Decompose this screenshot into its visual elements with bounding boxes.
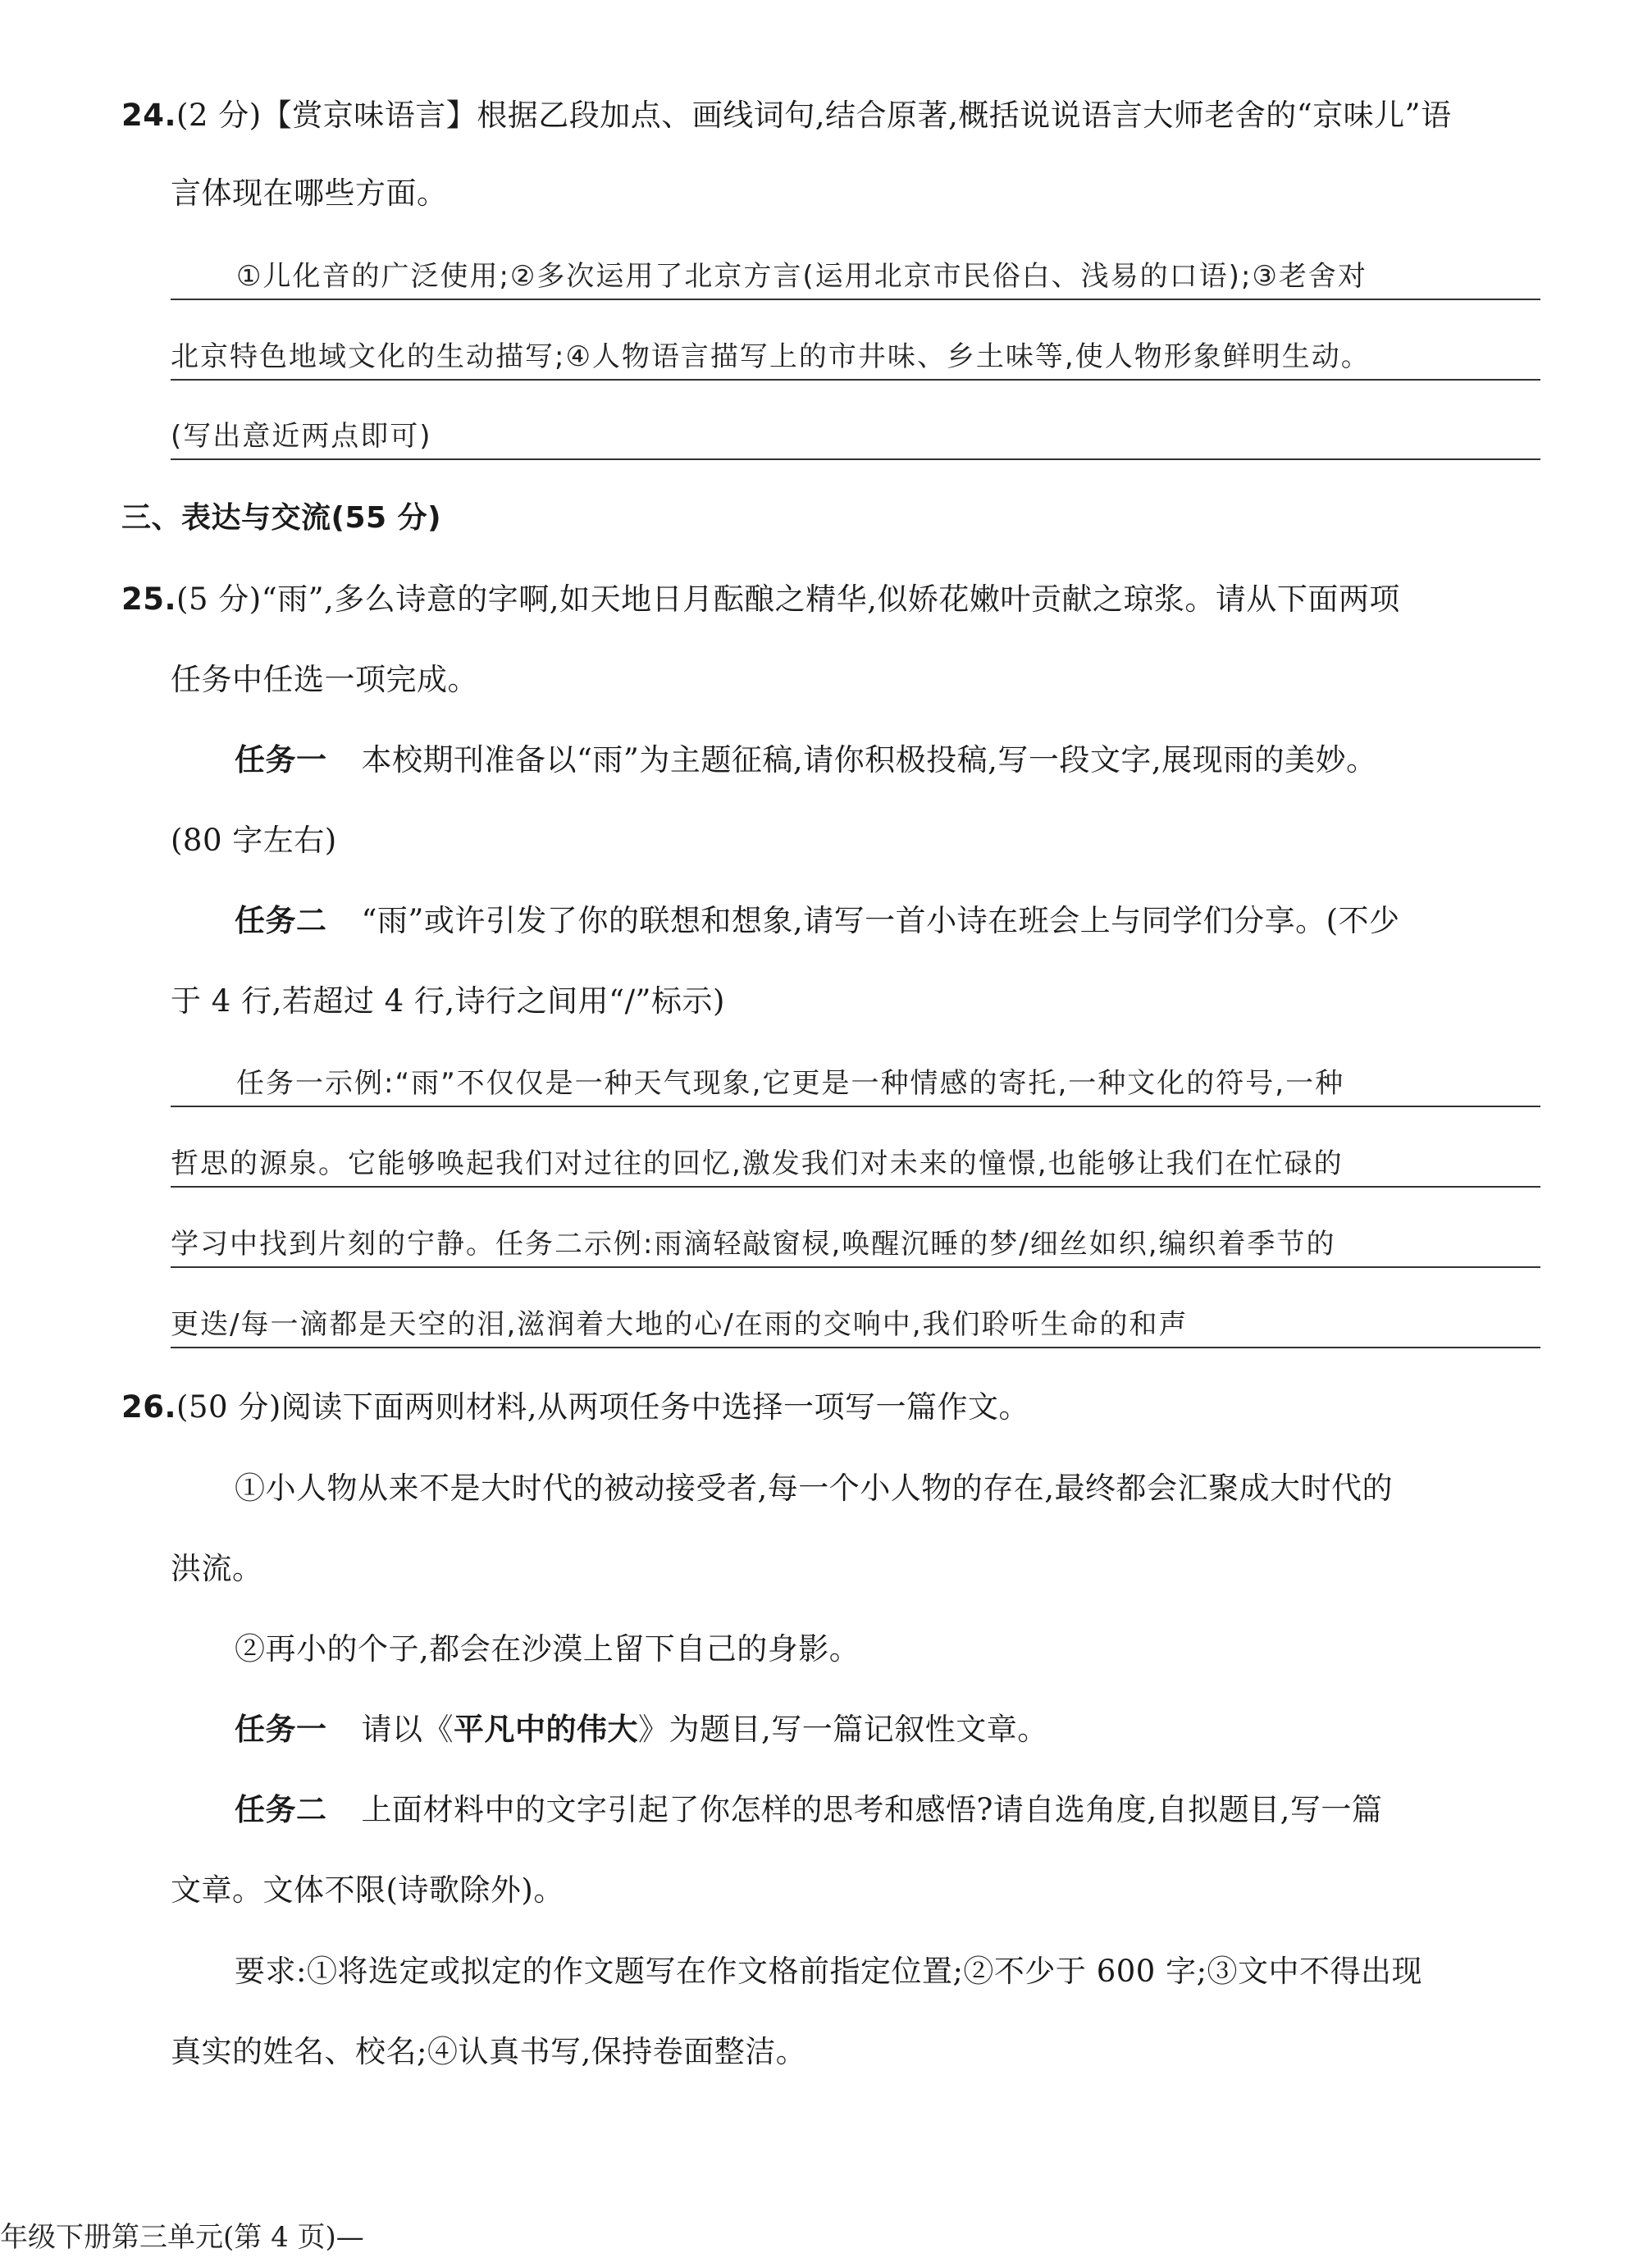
- q26-task1: 任务一 请以《平凡中的伟大》为题目,写一篇记叙性文章。: [235, 1712, 1048, 1747]
- q25-answer-line-3: 学习中找到片刻的宁静。任务二示例:雨滴轻敲窗棂,唤醒沉睡的梦/细丝如织,编织着季节的: [171, 1230, 1540, 1268]
- q25-line1: [121, 581, 1400, 617]
- q26-task2-cont: 文章。文体不限(诗歌除外)。: [171, 1872, 564, 1908]
- q25-line2: 任务中任选一项完成。: [171, 662, 478, 697]
- q25-answer-line-2: 哲思的源泉。它能够唤起我们对过往的回忆,激发我们对未来的憧憬,也能够让我们在忙碌的: [171, 1150, 1540, 1188]
- q24-line1: [121, 98, 1452, 133]
- q25-task2-cont: 于 4 行,若超过 4 行,诗行之间用“/”标示): [171, 983, 725, 1019]
- q26-requirements-cont: 真实的姓名、校名;④认真书写,保持卷面整洁。: [171, 2034, 807, 2069]
- section-3-title: 三、表达与交流(55 分): [121, 501, 442, 535]
- q25-task1: [235, 742, 1377, 778]
- q25-task2-label: 任务二: [235, 903, 327, 938]
- page-footer: 年级下册第三单元(第 4 页)—: [0, 2221, 364, 2254]
- q26-material-1-cont: 洪流。: [171, 1551, 263, 1586]
- q25-answer-line-1: 任务一示例:“雨”不仅仅是一种天气现象,它更是一种情感的寄托,一种文化的符号,一种: [171, 1069, 1540, 1107]
- q26-material-1: ①小人物从来不是大时代的被动接受者,每一个小人物的存在,最终都会汇聚成大时代的: [235, 1471, 1394, 1506]
- q24-answer-line-2: 北京特色地域文化的生动描写;④人物语言描写上的市井味、乡土味等,使人物形象鲜明生动。: [171, 343, 1540, 381]
- q25-task1-cont: (80 字左右): [171, 823, 337, 858]
- q26-material-2: ②再小的个子,都会在沙漠上留下自己的身影。: [235, 1631, 860, 1667]
- q24-number: 24.: [121, 98, 177, 133]
- q25-number: 25.: [121, 581, 177, 617]
- q25-task1-label: 任务一: [235, 742, 327, 778]
- q24-line2: 言体现在哪些方面。: [171, 176, 448, 211]
- q26-text: (50 分)阅读下面两则材料,从两项任务中选择一项写一篇作文。: [176, 1389, 1030, 1425]
- q25-task2-text: “雨”或许引发了你的联想和想象,请写一首小诗在班会上与同学们分享。(不少: [361, 903, 1400, 938]
- q26-task2: [235, 1792, 1383, 1827]
- q26-line1: [121, 1389, 1030, 1425]
- q26-task1-label: 任务一: [235, 1712, 327, 1747]
- q26-essay-title: 平凡中的伟大: [454, 1712, 638, 1747]
- q25-task1-text: 本校期刊准备以“雨”为主题征稿,请你积极投稿,写一段文字,展现雨的美妙。: [361, 742, 1377, 778]
- q24-text: (2 分)【赏京味语言】根据乙段加点、画线词句,结合原著,概括说说语言大师老舍的“京味儿”语: [176, 98, 1452, 133]
- q25-task2: [235, 905, 1400, 936]
- q26-requirements: 要求:①将选定或拟定的作文题写在作文格前指定位置;②不少于 600 字;③文中不得出现: [235, 1954, 1423, 1989]
- q26-task2-text: 上面材料中的文字引起了你怎样的思考和感悟?请自选角度,自拟题目,写一篇: [361, 1792, 1383, 1827]
- q24-answer-line-1: ①儿化音的广泛使用;②多次运用了北京方言(运用北京市民俗白、浅易的口语);③老舍对: [171, 262, 1540, 300]
- q26-number: 26.: [121, 1389, 177, 1425]
- q24-answer-line-3: (写出意近两点即可): [171, 422, 1540, 460]
- q25-text: (5 分)“雨”,多么诗意的字啊,如天地日月酝酿之精华,似娇花嫩叶贡献之琼浆。请从下面两项: [176, 581, 1400, 617]
- q25-answer-line-4: 更迭/每一滴都是天空的泪,滋润着大地的心/在雨的交响中,我们聆听生命的和声: [171, 1311, 1540, 1348]
- q26-task2-label: 任务二: [235, 1792, 327, 1827]
- section-3-score: 55 分: [345, 501, 428, 535]
